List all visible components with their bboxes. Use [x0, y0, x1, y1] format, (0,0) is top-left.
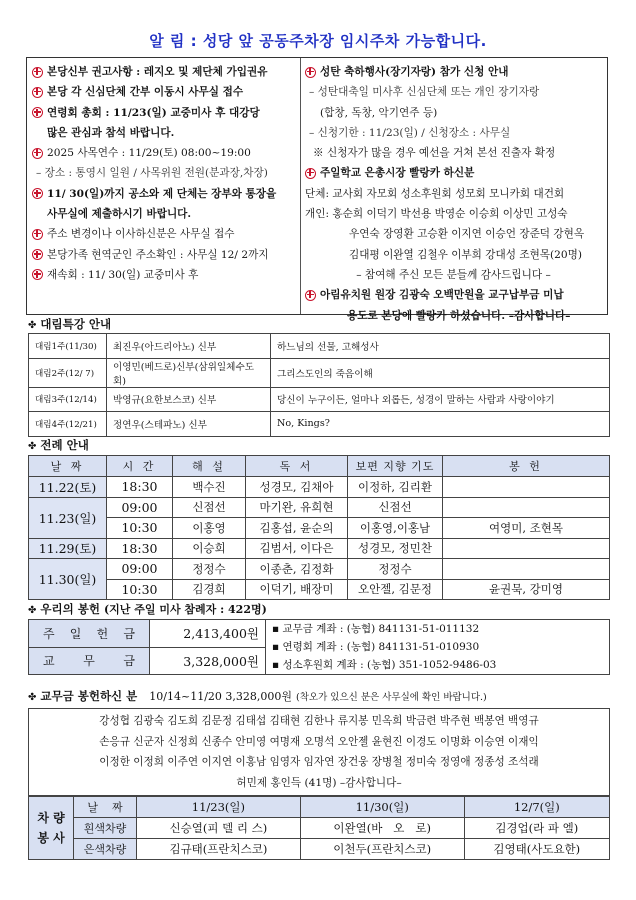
- kindergarten-notice: 아림유치원 원장 김광숙 오백만원을 교구납부금 미납: [305, 285, 602, 305]
- christmas-line: (합창, 독창, 악기연주 등): [320, 106, 438, 119]
- page-title: 알 림 : 성당 앞 공동주차장 임시주차 가능합니다.: [149, 32, 487, 50]
- offering-cell: 여영미, 조현목: [443, 518, 610, 539]
- christmas-heading: 성탄 축하행사(장기자랑) 참가 신청 안내: [305, 62, 602, 82]
- commentary-cell: 신점선: [173, 497, 246, 518]
- donors-list: [28, 708, 610, 796]
- date-cell: 11.30(일): [29, 559, 107, 600]
- prayer-cell: 성경모, 정민찬: [348, 538, 443, 559]
- reading-cell: 김홍섭, 윤순의: [246, 518, 348, 539]
- donors-note: (착오가 있으신 분은 사무실에 확인 바랍니다.): [296, 692, 487, 703]
- driver-cell: 김영태(사도요한): [464, 839, 609, 860]
- reading-cell: 성경모, 김채아: [246, 477, 348, 498]
- table-row: [29, 387, 610, 412]
- offering-cell: [443, 477, 610, 498]
- account-line: ▪ 교무금 계좌 : (농협) 841131-51-011132: [272, 623, 480, 635]
- car-label-silver: 은색차량: [74, 839, 137, 860]
- account-line: ▪ 성소후원회 계좌 : (농협) 351-1052-9486-03: [272, 659, 497, 671]
- advent-week: 대림3주(12/14): [29, 387, 107, 412]
- advent-speaker: 박영규(요한보스코) 신부: [107, 387, 271, 412]
- time-cell: 09:00: [107, 559, 173, 580]
- table-row: [29, 358, 610, 387]
- notice-item: 연령회 총회 : 11/23(일) 교중미사 후 대강당: [32, 103, 295, 123]
- label-char: 무: [83, 654, 95, 669]
- advent-speaker: 최진우(아드리아노) 신부: [107, 334, 271, 359]
- table-header-row: [29, 456, 610, 477]
- notice-continuation: 많은 관심과 참석 바랍니다.: [47, 126, 175, 139]
- advent-topic: 하느님의 선물, 고해성사: [271, 334, 610, 359]
- offering-cell: [443, 497, 610, 518]
- col-header: 보편 지향 기도: [348, 456, 443, 477]
- commentary-cell: 김경희: [173, 579, 246, 600]
- table-row: [29, 818, 610, 839]
- driver-cell: 이완열(바 오 로): [300, 818, 464, 839]
- time-cell: 18:30: [107, 477, 173, 498]
- table-row: [29, 497, 610, 518]
- commentary-cell: 이승희: [173, 538, 246, 559]
- reading-cell: 이덕기, 배장미: [246, 579, 348, 600]
- table-row: [29, 477, 610, 498]
- offering-section-heading: ✤ 우리의 봉헌 (지난 주일 미사 참례자 : 422명): [28, 602, 267, 616]
- account-line: ▪ 연령회 계좌 : (농협) 841131-51-010930: [272, 641, 480, 653]
- table-row: [29, 559, 610, 580]
- label-char: 헌: [96, 626, 109, 641]
- commentary-cell: 이홍영: [173, 518, 246, 539]
- liturgy-table: [28, 455, 610, 600]
- col-header: 봉 헌: [443, 456, 610, 477]
- sunday-offering-label: [29, 620, 150, 648]
- market-individuals-line: 우연숙 장영환 고승환 이지연 이승언 장준덕 강현옥: [349, 228, 585, 241]
- notice-box: [26, 57, 608, 322]
- car-service-label: [29, 797, 74, 860]
- col-header: 날 짜: [29, 456, 107, 477]
- table-row: [29, 538, 610, 559]
- notice-subline: – 장소 : 통영시 일원 / 사목위원 전원(분과장,차장): [36, 167, 268, 180]
- prayer-cell: 정정수: [348, 559, 443, 580]
- advent-topic: 당신이 누구이든, 얼마나 외롭든, 성경이 말하는 사람과 사랑이야기: [271, 387, 610, 412]
- dues-amount: 3,328,000원: [150, 647, 266, 675]
- date-cell: 11.29(토): [29, 538, 107, 559]
- kindergarten-notice-cont: 용도로 본당에 빨랑카 하셨습니다. –감사합니다–: [347, 309, 571, 322]
- notice-continuation: 사무실에 제출하시기 바랍니다.: [47, 208, 192, 221]
- service-date: 12/7(일): [464, 797, 609, 818]
- label-char: 교: [43, 654, 55, 669]
- date-cell: 11.22(토): [29, 477, 107, 498]
- market-groups: 단체: 교사회 자모회 성소후원회 성모회 모니카회 대건회: [305, 187, 565, 200]
- cross-bullet-icon: [32, 87, 43, 98]
- market-individuals: 개인: 홍순희 이덕기 박선용 박영순 이승희 이상민 고성숙: [305, 208, 568, 221]
- cross-bullet-icon: [305, 168, 316, 179]
- cross-bullet-icon: [32, 107, 43, 118]
- clover-bullet-icon: ✤: [28, 441, 37, 452]
- reading-cell: 마기완, 유희현: [246, 497, 348, 518]
- market-thanks: – 참여해 주신 모든 분들께 감사드립니다 –: [356, 268, 551, 281]
- clover-bullet-icon: ✤: [28, 692, 37, 703]
- donors-period: 10/14~11/20 3,328,000원: [149, 690, 293, 703]
- reading-cell: 김범서, 이다은: [246, 538, 348, 559]
- car-service-table: [28, 796, 610, 860]
- prayer-cell: 오안젤, 김문정: [348, 579, 443, 600]
- advent-topic: No, Kings?: [271, 412, 610, 437]
- advent-topic: 그리스도인의 죽음이해: [271, 358, 610, 387]
- offering-table: [28, 619, 610, 675]
- christmas-note: ※ 신청자가 많을 경우 예선을 거쳐 본선 진출자 확정: [313, 147, 556, 160]
- advent-table: [28, 333, 610, 437]
- cross-bullet-icon: [32, 229, 43, 240]
- time-cell: 09:00: [107, 497, 173, 518]
- advent-speaker: 이영민(베드로)신부(삼위일체수도회): [107, 358, 271, 387]
- liturgy-section-heading: ✤ 전례 안내: [28, 438, 89, 452]
- cross-bullet-icon: [32, 67, 43, 78]
- prayer-cell: 신점선: [348, 497, 443, 518]
- time-cell: 18:30: [107, 538, 173, 559]
- commentary-cell: 정정수: [173, 559, 246, 580]
- service-date: 11/23(일): [137, 797, 301, 818]
- date-cell: 11.23(일): [29, 497, 107, 538]
- table-row: [29, 620, 610, 648]
- account-list: [266, 620, 610, 675]
- table-row: [29, 334, 610, 359]
- driver-cell: 김규태(프란치스코): [137, 839, 301, 860]
- donors-section-heading: ✤ 교무금 봉헌하신 분 10/14~11/20 3,328,000원 (착오가 있으신 분은 사무실에 확인 바랍니다.): [28, 689, 487, 703]
- notice-item: 재속회 : 11/ 30(일) 교중미사 후: [32, 265, 295, 285]
- market-heading: 주일학교 은총시장 빨랑카 하신분: [305, 163, 602, 183]
- notice-item: 본당신부 권고사항 : 레지오 및 제단체 가입권유: [32, 62, 295, 82]
- notice-item: 2025 사목연수 : 11/29(토) 08:00~19:00: [32, 143, 295, 163]
- clover-bullet-icon: ✤: [28, 605, 37, 616]
- notices-right: [301, 58, 607, 322]
- label-char: 일: [69, 626, 82, 641]
- clover-bullet-icon: ✤: [28, 320, 37, 331]
- table-row: [29, 412, 610, 437]
- offering-cell: [443, 559, 610, 580]
- label-line: 봉 사: [37, 831, 65, 845]
- cross-bullet-icon: [305, 67, 316, 78]
- donors-line: 손응규 신군자 신정희 신종수 안미영 여명재 오명석 오안젤 윤현진 이경도 이명화 이승연 이재익: [99, 735, 539, 748]
- car-label-white: 흰색차량: [74, 818, 137, 839]
- advent-week: 대림4주(12/21): [29, 412, 107, 437]
- col-header: 시 간: [107, 456, 173, 477]
- col-header: 독 서: [246, 456, 348, 477]
- christmas-line: – 신청기한 : 11/23(일) / 신청장소 : 사무실: [309, 126, 511, 139]
- market-individuals-line: 김대평 이완열 김철우 이부희 강대성 조현목(20명): [349, 248, 583, 261]
- cross-bullet-icon: [32, 188, 43, 199]
- table-row: [29, 839, 610, 860]
- offering-cell: 윤권묵, 강미영: [443, 579, 610, 600]
- christmas-line: – 성탄대축일 미사후 신심단체 또는 개인 장기자랑: [309, 86, 540, 99]
- time-cell: 10:30: [107, 579, 173, 600]
- table-row: [29, 579, 610, 600]
- date-label: 날 짜: [74, 797, 137, 818]
- table-row: [29, 518, 610, 539]
- cross-bullet-icon: [32, 269, 43, 280]
- driver-cell: 김경업(라 파 엘): [464, 818, 609, 839]
- advent-section-heading: ✤ 대림특강 안내: [28, 317, 112, 331]
- prayer-cell: 이홍영,이홍남: [348, 518, 443, 539]
- commentary-cell: 백수진: [173, 477, 246, 498]
- notice-item: 본당 각 신심단체 간부 이동시 사무실 접수: [32, 82, 295, 102]
- advent-speaker: 정연우(스테파노) 신부: [107, 412, 271, 437]
- sunday-offering-amount: 2,413,400원: [150, 620, 266, 648]
- driver-cell: 이천두(프란치스코): [300, 839, 464, 860]
- notice-item: 본당가족 현역군인 주소확인 : 사무실 12/ 2까지: [32, 245, 295, 265]
- dues-label: [29, 647, 150, 675]
- col-header: 해 설: [173, 456, 246, 477]
- time-cell: 10:30: [107, 518, 173, 539]
- prayer-cell: 이정하, 김리환: [348, 477, 443, 498]
- advent-week: 대림1주(11/30): [29, 334, 107, 359]
- cross-bullet-icon: [32, 249, 43, 260]
- label-char: 금: [123, 626, 135, 641]
- cross-bullet-icon: [305, 290, 316, 301]
- offering-cell: [443, 538, 610, 559]
- cross-bullet-icon: [32, 148, 43, 159]
- table-row: [29, 797, 610, 818]
- donors-line: 허민제 홍인득 (41명) –감사합니다–: [236, 776, 402, 789]
- donors-line: 이정한 이정희 이주연 이지연 이홍남 임영자 임자연 장건웅 장병철 정미숙 정영애 정종성 조석래: [99, 756, 539, 768]
- reading-cell: 이종춘, 김정화: [246, 559, 348, 580]
- label-char: 금: [123, 654, 135, 669]
- attendance-count: (지난 주일 미사 참례자 : 422명): [103, 603, 267, 616]
- notices-left: [27, 58, 301, 314]
- notice-item: 11/ 30(일)까지 공소와 제 단체는 장부와 통장을: [32, 184, 295, 204]
- driver-cell: 신승열(피 델 리 스): [137, 818, 301, 839]
- donors-line: 강성협 김광숙 김도희 김문정 김태섭 김태현 김한나 류지봉 민옥희 박금련 박주현 백봉연 백영규: [99, 715, 539, 727]
- notice-item: 주소 변경이나 이사하신분은 사무실 접수: [32, 224, 295, 244]
- advent-week: 대림2주(12/ 7): [29, 358, 107, 387]
- label-line: 차 량: [37, 811, 65, 825]
- label-char: 주: [43, 626, 55, 641]
- service-date: 11/30(일): [300, 797, 464, 818]
